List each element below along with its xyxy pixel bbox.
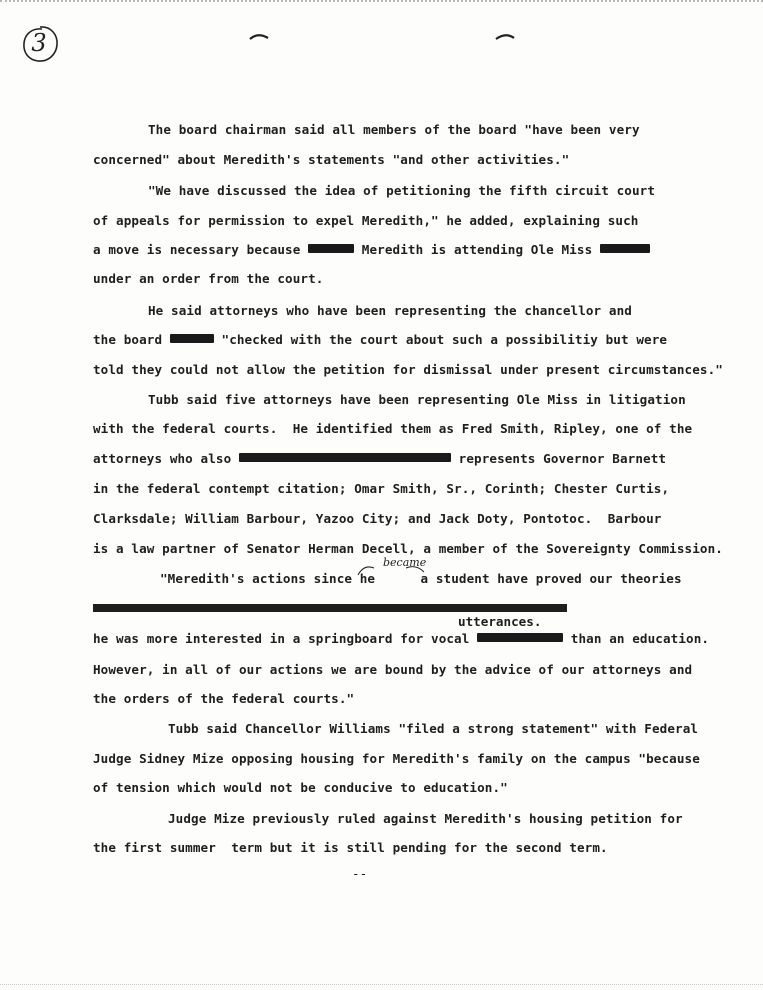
text-line: is a law partner of Senator Herman Decell, a member of the Sovereignty Commission. <box>93 541 723 556</box>
end-mark: -- <box>352 866 368 881</box>
text-line: with the federal courts. He identified them as Fred Smith, Ripley, one of the <box>93 421 693 436</box>
top-edge-perforation <box>0 0 763 6</box>
redaction-mark <box>477 633 563 642</box>
text-line: of tension which would not be conducive to education." <box>93 780 508 795</box>
text-segment: "Meredith's actions since he <box>160 571 376 586</box>
text-line <box>93 631 709 647</box>
redacted-line <box>93 604 567 612</box>
page-number: 3 <box>31 29 47 57</box>
text-segment: represents Governor Barnett <box>458 451 667 466</box>
text-line: Tubb said Chancellor Williams "filed a strong statement" with Federal <box>168 721 699 736</box>
text-segment: Meredith is attending Ole Miss <box>361 242 593 257</box>
typed-insertion: utterances. <box>458 614 542 629</box>
text-line: told they could not allow the petition for dismissal under present circumstances." <box>93 362 723 377</box>
punch-mark-icon <box>494 32 516 40</box>
text-line: the orders of the federal courts." <box>93 691 355 706</box>
text-line <box>93 242 650 258</box>
text-segment: than an education. <box>570 631 710 646</box>
text-line: under an order from the court. <box>93 271 324 286</box>
text-line: the first summer term but it is still pending for the second term. <box>93 840 608 855</box>
text-line: Judge Mize previously ruled against Meredith's housing petition for <box>168 811 683 826</box>
handwritten-insertion: became <box>383 556 427 569</box>
redaction-mark <box>600 244 650 253</box>
text-segment: the board <box>93 332 163 347</box>
text-line: Tubb said five attorneys have been representing Ole Miss in litigation <box>148 392 686 407</box>
text-line <box>93 332 667 348</box>
text-line: Clarksdale; William Barbour, Yazoo City; and Jack Doty, Pontotoc. Barbour <box>93 511 662 526</box>
redaction-mark <box>239 453 451 462</box>
page-number-circle <box>20 24 60 64</box>
text-line: in the federal contempt citation; Omar Smith, Sr., Corinth; Chester Curtis, <box>93 481 670 496</box>
text-segment: attorneys who also <box>93 451 232 466</box>
punch-mark-icon <box>248 32 270 40</box>
text-line: concerned" about Meredith's statements "and other activities." <box>93 152 570 167</box>
text-line <box>160 571 682 587</box>
text-line: Judge Sidney Mize opposing housing for Meredith's family on the campus "because <box>93 751 700 766</box>
text-segment: a student have proved our theories <box>420 571 682 586</box>
text-segment: he was more interested in a springboard for vocal <box>93 631 470 646</box>
text-segment: a move is necessary because <box>93 242 301 257</box>
text-line: "We have discussed the idea of petitioning the fifth circuit court <box>148 183 656 198</box>
text-segment: "checked with the court about such a possibilitiy but were <box>221 332 668 347</box>
bottom-edge-perforation <box>0 984 763 987</box>
text-line: He said attorneys who have been representing the chancellor and <box>148 303 632 318</box>
redaction-mark <box>308 244 354 253</box>
text-line: However, in all of our actions we are bound by the advice of our attorneys and <box>93 662 693 677</box>
text-line: The board chairman said all members of the board "have been very <box>148 122 640 137</box>
text-line <box>93 451 666 467</box>
text-line: of appeals for permission to expel Meredith," he added, explaining such <box>93 213 639 228</box>
redaction-mark <box>170 334 214 343</box>
